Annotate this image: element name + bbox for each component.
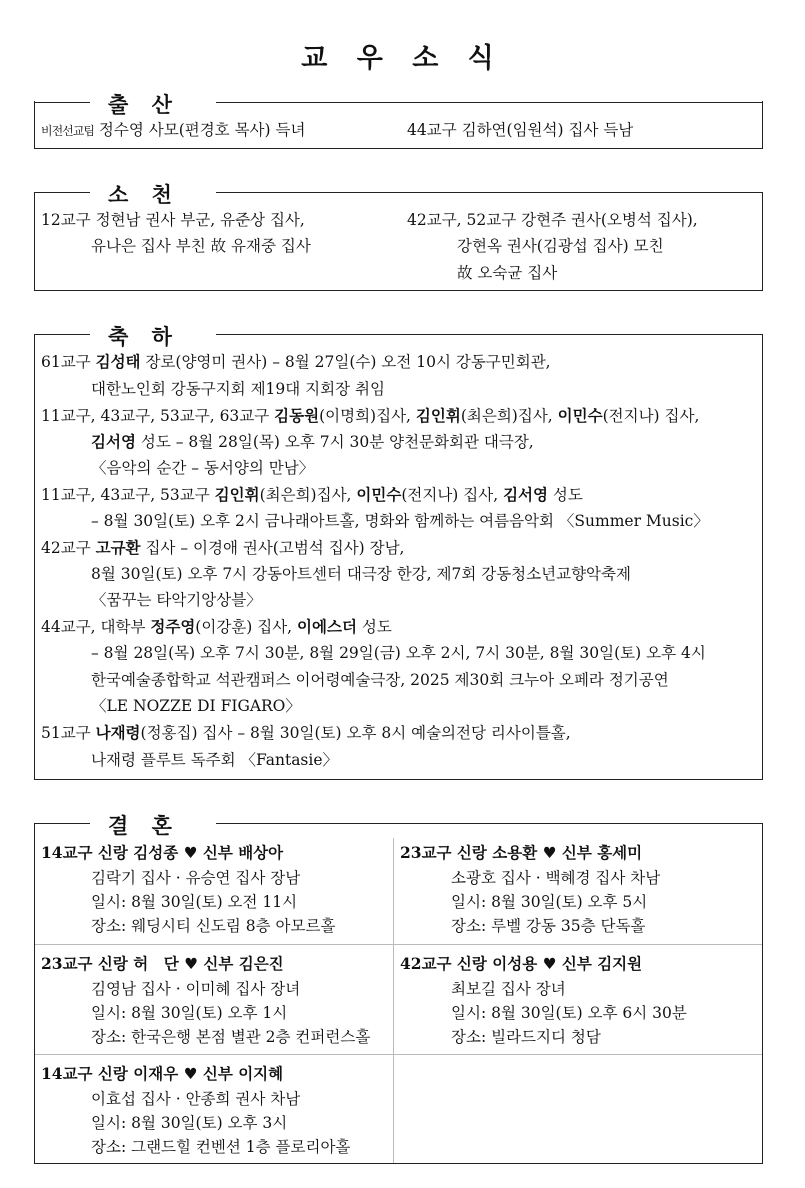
congrats-entry-1 <box>41 352 551 372</box>
wedding-time: 일시: 8월 30일(토) 오후 6시 30분 <box>451 1004 687 1022</box>
text: 61교구 <box>41 353 96 371</box>
wedding-title: 23교구 신랑 허 단 ♥ 신부 김은진 <box>41 954 284 973</box>
birth-left <box>41 120 305 141</box>
honoree-name: 김성태 <box>95 352 141 371</box>
honoree-name: 김서영 <box>503 485 548 504</box>
congrats-entry-2-line-3: 〈음악의 순간 – 동서양의 만남〉 <box>91 459 315 477</box>
wedding-parents: 김락기 집사 · 유승연 집사 장남 <box>91 869 301 887</box>
honoree-name: 김인휘 <box>415 406 461 425</box>
congrats-entry-6-line-2: 나재령 플루트 독주회 〈Fantasie〉 <box>91 751 339 769</box>
honoree-name: 고규환 <box>95 538 141 557</box>
honoree-name: 정주영 <box>150 617 196 636</box>
honoree-name: 이에스더 <box>297 617 357 636</box>
section-title-birth: 출 산 <box>108 92 180 117</box>
honoree-name: 나재령 <box>95 723 141 742</box>
text: 성도 – 8월 28일(목) 오후 7시 30분 양천문화회관 대극장, <box>135 433 534 451</box>
text: 11교구, 43교구, 53교구 <box>41 486 215 504</box>
text: 42교구 <box>41 539 96 557</box>
congrats-entry-1-line-2: 대한노인회 강동구지회 제19대 지회장 취임 <box>91 380 385 398</box>
wedding-time: 일시: 8월 30일(토) 오후 5시 <box>451 893 648 911</box>
honoree-name: 김인휘 <box>214 485 260 504</box>
wedding-grid-divider <box>35 944 762 945</box>
section-title-funeral: 소 천 <box>108 182 180 207</box>
wedding-parents: 최보길 집사 장녀 <box>451 980 566 998</box>
page-title: 교 우 소 식 <box>301 43 504 74</box>
text: 11교구, 43교구, 53교구, 63교구 <box>41 407 275 425</box>
birth-left-text: 정수영 사모(편경호 목사) 득녀 <box>93 121 306 139</box>
wedding-parents: 이효섭 집사 · 안종희 권사 차남 <box>91 1090 301 1108</box>
wedding-place: 장소: 그랜드힐 컨벤션 1층 플로리아홀 <box>91 1138 351 1156</box>
congrats-entry-2 <box>41 406 699 426</box>
section-title-congrats: 축 하 <box>108 324 180 349</box>
funeral-left-1: 12교구 정현남 권사 부군, 유준상 집사, <box>41 211 305 229</box>
congrats-entry-5-line-4: 〈LE NOZZE DI FIGARO〉 <box>91 697 301 715</box>
text: (정홍집) 집사 – 8월 30일(토) 오후 8시 예술의전당 리사이틀홀, <box>140 724 571 742</box>
funeral-right-3: 故 오숙균 집사 <box>457 264 558 282</box>
congrats-entry-4-line-3: 〈꿈꾸는 타악기앙상블〉 <box>91 591 262 609</box>
congrats-entry-5-line-2: – 8월 28일(목) 오후 7시 30분, 8월 29일(금) 오후 2시, 7시 30분, 8월 30일(토) 오후 4시 <box>91 644 706 662</box>
wedding-place: 장소: 루벨 강동 35층 단독홀 <box>451 917 646 935</box>
text: 성도 <box>548 486 583 504</box>
text: (전지나) 집사, <box>602 407 700 425</box>
text: (이명희)집사, <box>319 407 416 425</box>
text: (최은희)집사, <box>259 486 357 504</box>
congrats-entry-2-line-2 <box>91 432 534 452</box>
wedding-grid-divider <box>35 1054 762 1055</box>
honoree-name: 김동원 <box>274 406 320 425</box>
wedding-time: 일시: 8월 30일(토) 오후 3시 <box>91 1114 288 1132</box>
text: (이강훈) 집사, <box>195 618 298 636</box>
wedding-title: 14교구 신랑 김성종 ♥ 신부 배상아 <box>41 843 284 862</box>
wedding-place: 장소: 웨딩시티 신도림 8층 아모르홀 <box>91 917 336 935</box>
congrats-entry-3-line-2: – 8월 30일(토) 오후 2시 금나래아트홀, 명화와 함께하는 여름음악회 〈Summer Music〉 <box>91 512 709 530</box>
birth-left-team: 비전선교팀 <box>41 124 94 138</box>
text: 집사 – 이경애 권사(고범석 집사) 장남, <box>140 539 405 557</box>
honoree-name: 이민수 <box>557 406 603 425</box>
text: 성도 <box>356 618 392 636</box>
wedding-title: 14교구 신랑 이재우 ♥ 신부 이지혜 <box>41 1064 284 1083</box>
section-title-wedding: 결 혼 <box>108 813 180 838</box>
wedding-time: 일시: 8월 30일(토) 오전 11시 <box>91 893 298 911</box>
funeral-right-1: 42교구, 52교구 강현주 권사(오병석 집사), <box>407 211 698 229</box>
text: 장로(양영미 권사) – 8월 27일(수) 오전 10시 강동구민회관, <box>140 353 551 371</box>
congrats-entry-5 <box>41 617 392 637</box>
congrats-entry-4 <box>41 538 405 558</box>
text: (최은희)집사, <box>460 407 558 425</box>
honoree-name: 김서영 <box>91 432 136 451</box>
text: (전지나) 집사, <box>401 486 504 504</box>
congrats-entry-6 <box>41 723 571 743</box>
wedding-place: 장소: 빌라드지디 청담 <box>451 1028 601 1046</box>
birth-right: 44교구 김하연(임원석) 집사 득남 <box>407 121 634 139</box>
congrats-entry-3 <box>41 485 583 505</box>
funeral-left-2: 유나은 집사 부친 故 유재중 집사 <box>91 237 311 255</box>
wedding-title: 42교구 신랑 이성용 ♥ 신부 김지원 <box>400 954 643 973</box>
wedding-title: 23교구 신랑 소용환 ♥ 신부 홍세미 <box>400 843 643 862</box>
wedding-time: 일시: 8월 30일(토) 오후 1시 <box>91 1004 288 1022</box>
wedding-parents: 소광호 집사 · 백혜경 집사 차남 <box>451 869 661 887</box>
text: 51교구 <box>41 724 96 742</box>
wedding-place: 장소: 한국은행 본점 별관 2층 컨퍼런스홀 <box>91 1028 371 1046</box>
funeral-right-2: 강현옥 권사(김광섭 집사) 모친 <box>457 237 664 255</box>
congrats-entry-5-line-3: 한국예술종합학교 석관캠퍼스 이어령예술극장, 2025 제30회 크누아 오페라 정기공연 <box>91 671 669 689</box>
honoree-name: 이민수 <box>356 485 402 504</box>
wedding-grid-divider <box>393 838 394 1163</box>
wedding-parents: 김영남 집사 · 이미혜 집사 장녀 <box>91 980 301 998</box>
text: 44교구, 대학부 <box>41 618 151 636</box>
congrats-entry-4-line-2: 8월 30일(토) 오후 7시 강동아트센터 대극장 한강, 제7회 강동청소년교향악축제 <box>91 565 631 583</box>
